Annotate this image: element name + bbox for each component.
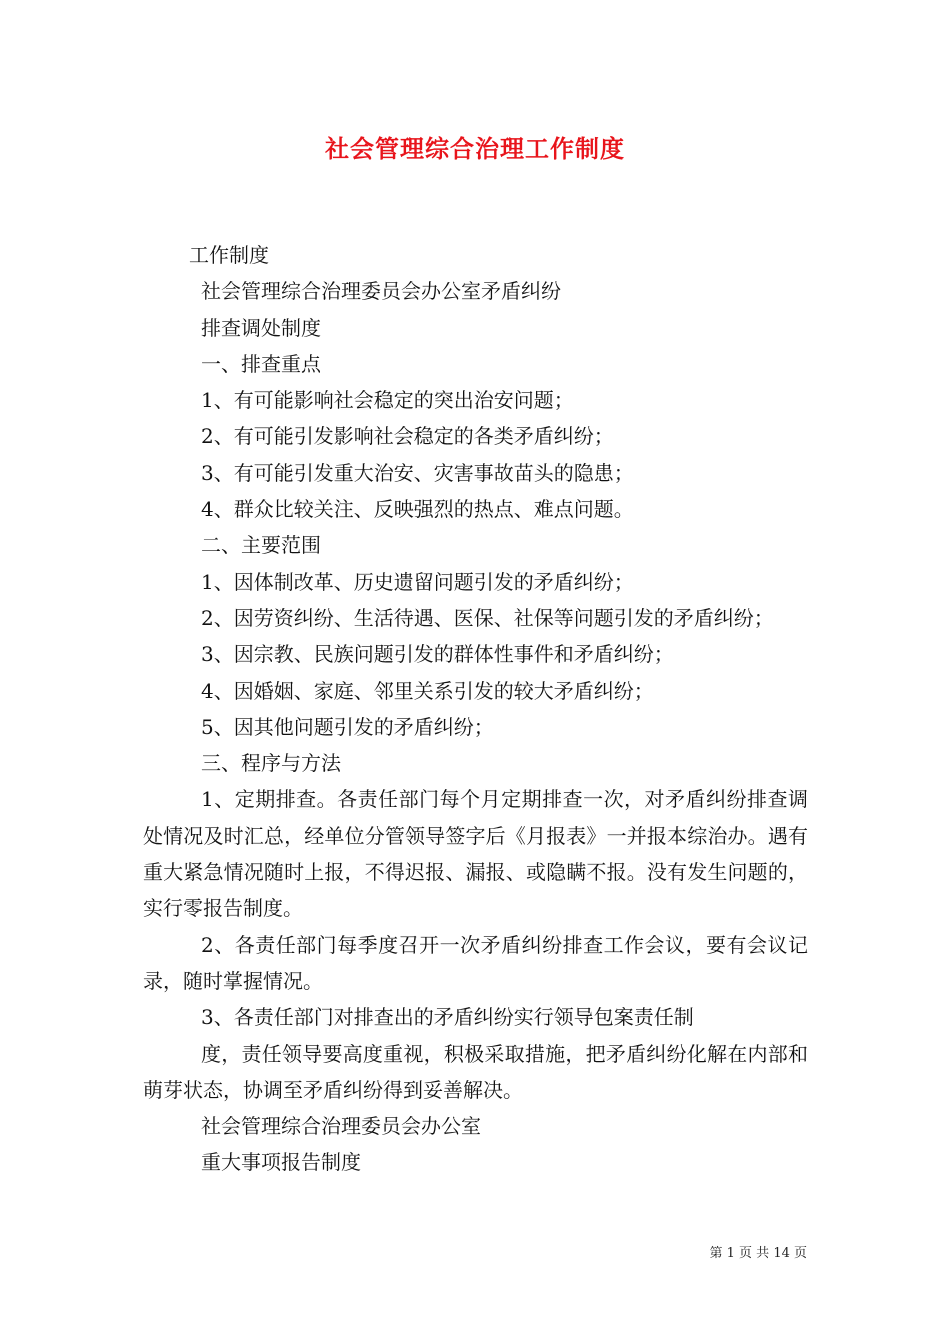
document-body <box>143 237 808 1181</box>
page-title: 社会管理综合治理工作制度 <box>325 134 625 163</box>
section-heading: 二、主要范围 <box>201 533 321 558</box>
paragraph: 工作制度 <box>189 243 269 267</box>
list-item: 3、因宗教、民族问题引发的群体性事件和矛盾纠纷； <box>201 642 674 667</box>
list-item: 1、因体制改革、历史遗留问题引发的矛盾纠纷； <box>201 569 634 594</box>
paragraph: 度，责任领导要高度重视，积极采取措施，把矛盾纠纷化解在内部和萌芽状态，协调至矛盾纠纷得到妥善解决。 <box>143 1041 808 1102</box>
paragraph: 重大事项报告制度 <box>201 1150 361 1175</box>
list-item: 1、定期排查。各责任部门每个月定期排查一次，对矛盾纠纷排查调处情况及时汇总，经单位分管领导签字后《月报表》一并报本综治办。遇有重大紧急情况随时上报，不得迟报、漏报、或隐瞒不报。没有发生问题的，实行零报告制度。 <box>143 787 808 921</box>
section-heading: 三、程序与方法 <box>201 751 341 776</box>
paragraph: 社会管理综合治理委员会办公室矛盾纠纷 <box>201 279 561 304</box>
paragraph: 社会管理综合治理委员会办公室 <box>201 1114 481 1139</box>
list-item: 4、群众比较关注、反映强烈的热点、难点问题。 <box>201 497 634 522</box>
paragraph: 排查调处制度 <box>201 315 321 340</box>
list-item: 3、各责任部门对排查出的矛盾纠纷实行领导包案责任制 <box>201 1005 694 1030</box>
list-item: 1、有可能影响社会稳定的突出治安问题； <box>201 388 574 413</box>
list-item: 3、有可能引发重大治安、灾害事故苗头的隐患； <box>201 460 634 485</box>
list-item: 2、因劳资纠纷、生活待遇、医保、社保等问题引发的矛盾纠纷； <box>201 605 774 630</box>
list-item: 4、因婚姻、家庭、邻里关系引发的较大矛盾纠纷； <box>201 678 654 703</box>
page-number: 第 1 页 共 14 页 <box>709 1246 807 1261</box>
list-item: 5、因其他问题引发的矛盾纠纷； <box>201 714 494 739</box>
list-item: 2、各责任部门每季度召开一次矛盾纠纷排查工作会议，要有会议记录，随时掌握情况。 <box>143 932 808 993</box>
list-item: 2、有可能引发影响社会稳定的各类矛盾纠纷； <box>201 424 614 449</box>
section-heading: 一、排查重点 <box>201 351 321 376</box>
